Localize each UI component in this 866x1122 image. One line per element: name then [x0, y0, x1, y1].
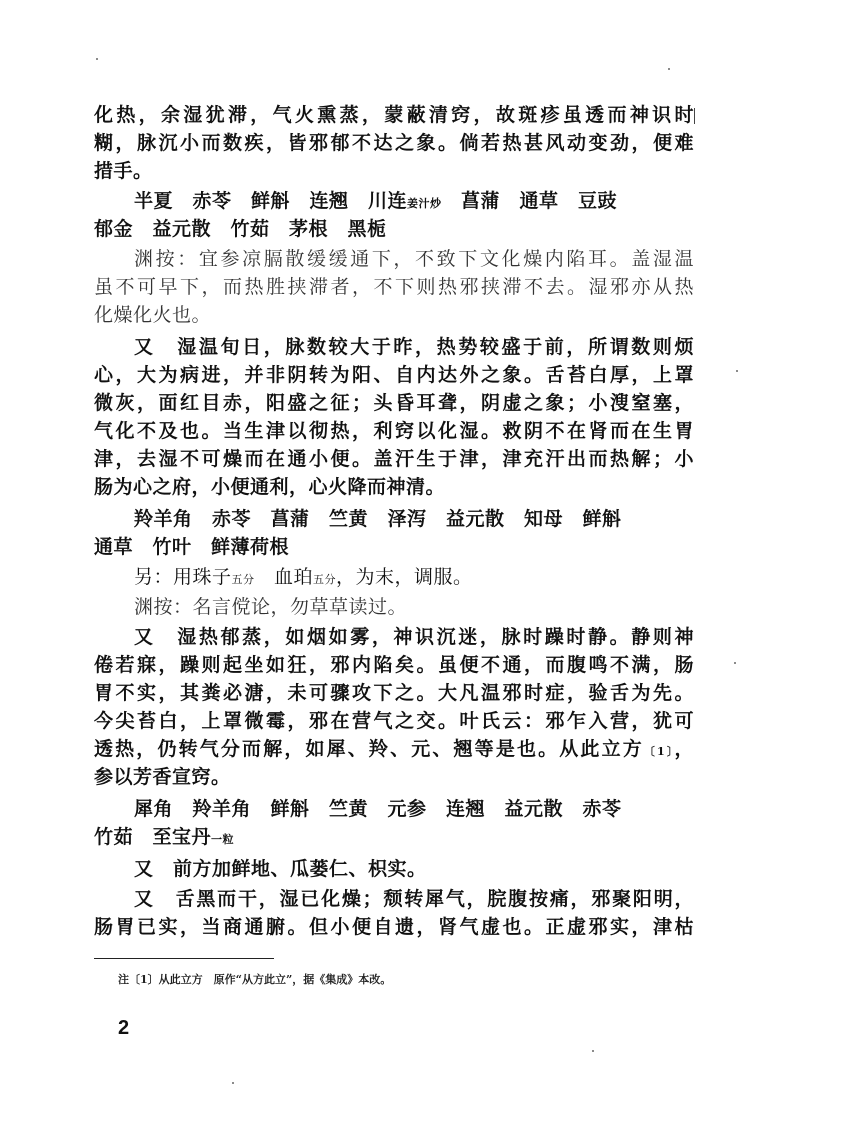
text-line: 糊，脉沉小而数疾，皆邪郁不达之象。倘若热甚风动变劲，便难: [94, 132, 694, 154]
text-line: 今尖苔白，上罩微霉，邪在营气之交。叶氏云：邪乍入营，犹可: [94, 710, 694, 732]
dosage-note: 五分: [313, 573, 337, 586]
text-line: 心，大为病进，并非阴转为阳、自内达外之象。舌苔白厚，上罩: [94, 364, 694, 386]
scan-speck: [232, 1082, 234, 1084]
prescription-line: 犀角 羚羊角 鲜斛 竺黄 元参 连翘 益元散 赤苓: [134, 798, 622, 820]
scan-speck: [592, 1050, 594, 1052]
page-number: 2: [118, 1017, 130, 1039]
instruction-text: ，为末，调服。: [336, 566, 473, 588]
dosage-note: 姜汁炒: [407, 197, 442, 210]
prescription-line: [94, 824, 694, 853]
text-line: 倦若寐，躁则起坐如狂，邪内陷矣。虽便不通，而腹鸣不满，肠: [94, 654, 694, 676]
text-line: 津，去湿不可燥而在通小便。盖汗生于津，津充汗出而热解；小: [94, 448, 694, 470]
scan-mark: [694, 108, 695, 124]
prescription-line: 郁金 益元散 竹茹 茅根 黑栀: [94, 218, 387, 240]
scan-speck: [736, 370, 738, 372]
text-line: 肠胃已实，当商通腑。但小便自遗，肾气虚也。正虚邪实，津枯: [94, 916, 694, 938]
text-line: 微灰，面红目赤，阳盛之征；头昏耳聋，阴虚之象；小溲窒塞，: [94, 392, 694, 414]
prescription-line: 通草 竹叶 鲜薄荷根: [94, 536, 290, 558]
prescription-line: 羚羊角 赤苓 菖蒲 竺黄 泽泻 益元散 知母 鲜斛: [134, 508, 622, 530]
text-line: [94, 736, 694, 765]
scan-speck: [668, 68, 670, 70]
prescription-line: [134, 188, 694, 217]
commentary-line: 渊按：宜参凉膈散缓缓通下，不致下文化燥内陷耳。盖湿温: [134, 248, 694, 270]
footnote-divider: [94, 958, 274, 959]
prescription-herbs: 竹茹 至宝丹: [94, 826, 212, 848]
scan-speck: [734, 662, 736, 664]
dosage-note: 五分: [231, 573, 255, 586]
text-line: 气化不及也。当生津以彻热，利窍以化湿。救阴不在肾而在生胃: [94, 420, 694, 442]
text-line: 化热，余湿犹滞，气火熏蒸，蒙蔽清窍，故斑疹虽透而神识时: [94, 104, 694, 126]
text-line: 肠为心之府，小便通利，心火降而神清。: [94, 476, 446, 498]
footnote: 注〔1〕从此立方 原作“从方此立”，据《集成》本改。: [118, 973, 392, 986]
commentary-line: 虽不可早下，而热胜挟滞者，不下则热邪挟滞不去。湿邪亦从热: [94, 276, 694, 298]
text-line: 又 湿温旬日，脉数较大于昨，热势较盛于前，所谓数则烦: [134, 336, 694, 358]
text-line: 又 舌黑而干，湿已化燥；颓转犀气，脘腹按痛，邪聚阳明，: [134, 888, 694, 910]
text-line: 胃不实，其粪必溏，未可骤攻下之。大凡温邪时症，验舌为先。: [94, 682, 694, 704]
commentary-line: 渊按：名言傥论，勿草草读过。: [134, 596, 408, 618]
prescription-herbs: 菖蒲 通草 豆豉: [441, 190, 618, 212]
text-line: 又 前方加鲜地、瓜蒌仁、枳实。: [134, 858, 427, 880]
text-segment: 透热，仍转气分而解，如犀、羚、元、翘等是也。从此立方: [94, 738, 644, 760]
instruction-text: 另：用珠子: [134, 566, 232, 588]
footnote-marker: 〔1〕: [643, 745, 675, 758]
instruction-text: 血珀: [254, 566, 314, 588]
text-line: 措手。: [94, 160, 153, 182]
text-line: 又 湿热郁蒸，如烟如雾，神识沉迷，脉时躁时静。静则神: [134, 626, 694, 648]
text-segment: ，: [674, 738, 694, 760]
commentary-line: 化燥化火也。: [94, 304, 212, 326]
prescription-herbs: 半夏 赤苓 鲜斛 连翘 川连: [134, 190, 408, 212]
text-line: 参以芳香宣窍。: [94, 766, 231, 788]
dosage-note: 一粒: [211, 833, 235, 846]
scan-speck: [96, 58, 98, 60]
instruction-line: [134, 564, 694, 593]
